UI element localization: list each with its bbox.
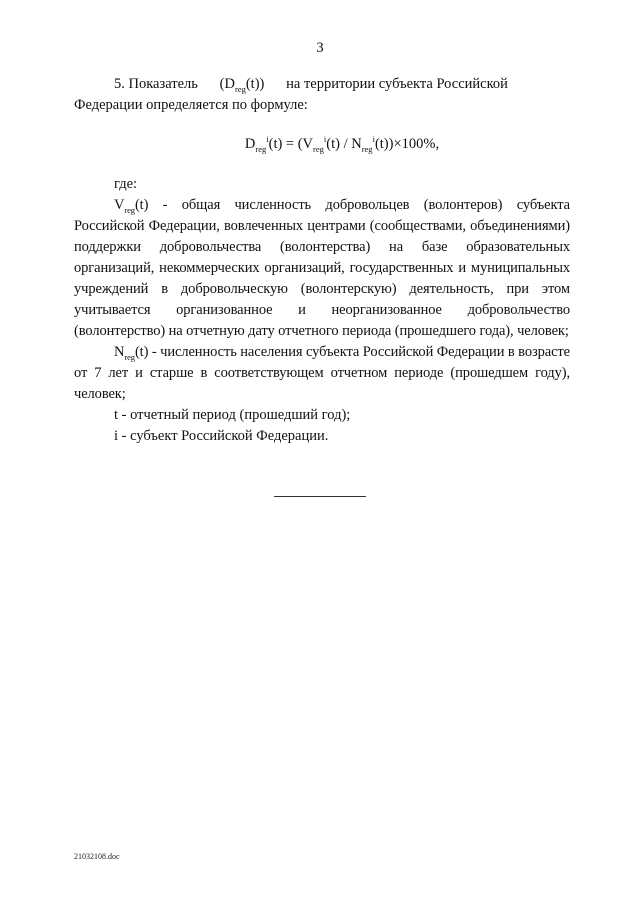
v-definition	[74, 195, 570, 342]
formula-v-sup: i	[323, 134, 327, 145]
formula-n-sub: reg	[361, 143, 373, 154]
v-t: (t)	[134, 197, 149, 213]
n-var: N	[114, 344, 125, 360]
formula-d-sup: i	[266, 134, 269, 145]
t-definition: t - отчетный период (прошедший год);	[114, 407, 351, 423]
formula-d: D	[244, 136, 256, 152]
n-sub: reg	[124, 351, 135, 362]
formula-end: (t))×100%,	[374, 136, 440, 152]
intro-rest: на территории субъекта Российской	[286, 76, 508, 92]
formula-v-sub: reg	[313, 143, 324, 154]
v-sub: reg	[124, 204, 135, 215]
formula	[74, 134, 570, 155]
intro-var-d: D	[224, 76, 235, 92]
n-definition-text: - численность населения субъекта Российской Федерации в возрасте от 7 лет и старше в соответствующем отчетном периоде (прошедшем году), человек;	[74, 344, 570, 402]
intro-sub-reg: reg	[234, 83, 246, 94]
n-t: (t)	[134, 344, 149, 360]
i-definition: i - субъект Российской Федерации.	[114, 428, 329, 444]
intro-paragraph: 5. Показатель $(D_{reg}(t))$ на территории субъекта Российской	[114, 76, 508, 94]
n-definition	[74, 342, 570, 405]
formula-mid2: (t) / N	[326, 136, 362, 152]
where-label: где:	[114, 176, 138, 192]
footer-filename: 21032108.doc	[74, 852, 120, 861]
intro-var-t: (t)	[245, 76, 260, 92]
intro-lead: 5. Показатель	[114, 76, 198, 92]
formula-n-sup: i	[372, 134, 375, 145]
intro-paragraph-cont: Федерации определяется по формуле:	[74, 97, 308, 113]
page-number: 3	[316, 40, 324, 56]
v-var: V	[114, 197, 125, 213]
document-body	[74, 74, 570, 447]
separator-line	[274, 496, 366, 497]
v-definition-text: - общая численность добровольцев (волонтеров) субъекта Российской Федерации, вовлеченных центрами (сообществами, объединениями) поддержки добровольчества (волонтерства) на базе образовательных организаций, некоммерческих организаций, государственных и муниципальных учреждений в добровольческую (волонтерскую) деятельность, при этом учитывается организованное и неорганизованное добровольчество (волонтерство) на отчетную дату отчетного периода (прошедшего года), человек;	[74, 197, 570, 339]
formula-d-sub: reg	[255, 143, 267, 154]
formula-mid1: (t) = (V	[268, 136, 314, 152]
